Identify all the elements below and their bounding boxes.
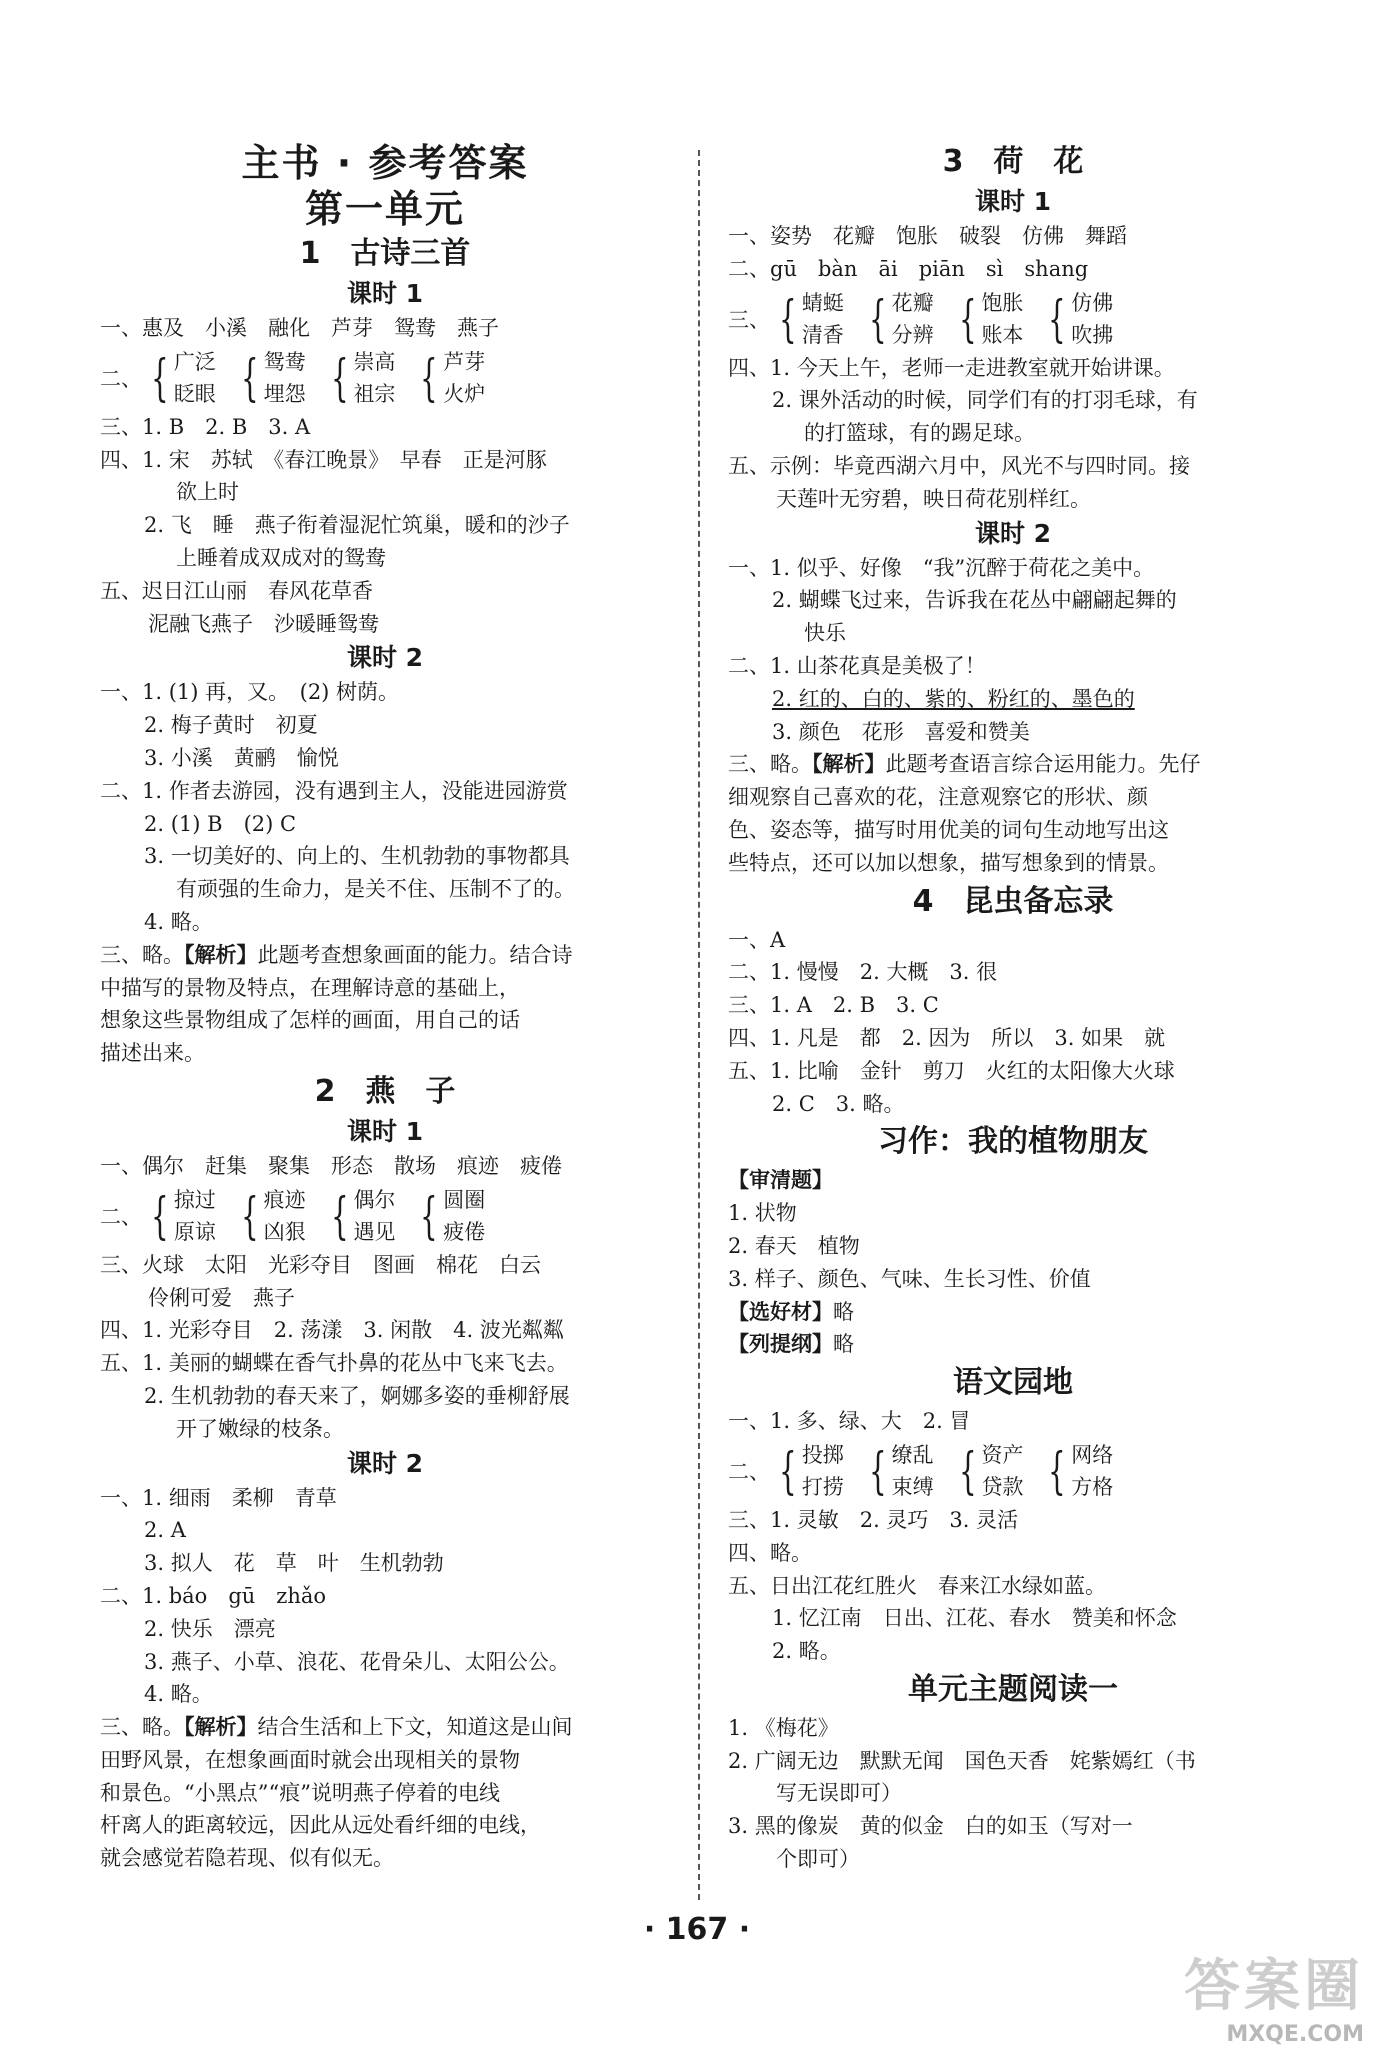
answer-line: 2. 蝴蝶飞过来，告诉我在花丛中翩翩起舞的 xyxy=(772,588,1177,613)
brace-icon: { xyxy=(240,1186,259,1245)
answer-line: 个即可） xyxy=(776,1847,860,1872)
watermark-logo: 答案圈 xyxy=(1184,1954,1364,2019)
answer-line: 快乐 xyxy=(804,621,846,646)
brace-answer-group xyxy=(100,345,670,411)
analysis-line: 细观察自己喜欢的花，注意观察它的形状、颜 xyxy=(728,785,1148,810)
word: 清香 xyxy=(801,322,844,347)
watermark xyxy=(1184,1942,1364,2047)
word-pair xyxy=(324,1184,396,1248)
answer-line: 二、1. 慢慢 2. 大概 3. 很 xyxy=(728,960,998,985)
word-pair xyxy=(772,1439,844,1503)
word: 崇高 xyxy=(353,349,396,374)
answer-line: 一、1. 多、绿、大 2. 冒 xyxy=(728,1409,971,1434)
answer-line: 三、1. 灵敏 2. 灵巧 3. 灵活 xyxy=(728,1507,1019,1532)
answer-line: 2. A xyxy=(144,1518,186,1543)
brace-icon: { xyxy=(779,289,797,348)
analysis-line xyxy=(100,939,670,972)
lesson-2-period-1: 课时 1 xyxy=(346,1116,424,1146)
chinese-garden-title: 语文园地 xyxy=(953,1365,1073,1401)
answer-line: 有顽强的生命力，是关不住、压制不了的。 xyxy=(176,877,575,902)
word: 火炉 xyxy=(443,381,486,406)
answer-line: 二、1. 作者去游园，没有遇到主人，没能进园游赏 xyxy=(100,778,568,803)
unit-title: 第一单元 xyxy=(304,187,465,231)
lesson-3-period-1: 课时 1 xyxy=(974,187,1052,216)
answer-number: 二、 xyxy=(728,1459,770,1484)
lesson-2-title: 2 燕 子 xyxy=(314,1073,456,1109)
answer-text: 三、略。 xyxy=(100,942,184,967)
right-column xyxy=(728,140,1298,1876)
answer-line: 2. 生机勃勃的春天来了，婀娜多姿的垂柳舒展 xyxy=(144,1383,570,1408)
answer-line: 的打篮球，有的踢足球。 xyxy=(804,421,1035,446)
answer-line: 一、惠及 小溪 融化 芦芽 鸳鸯 燕子 xyxy=(100,316,499,340)
analysis-text: 此题考查想象画面的能力。结合诗 xyxy=(257,942,573,967)
word: 蜻蜓 xyxy=(801,290,844,315)
answer-line: 三、火球 太阳 光彩夺目 图画 棉花 白云 xyxy=(100,1252,541,1277)
answer-line: 1. 状物 xyxy=(728,1201,797,1226)
analysis-line: 杆离人的距离较远，因此从远处看纤细的电线， xyxy=(100,1813,541,1838)
word-pair xyxy=(952,287,1024,351)
answer-number: 二、 xyxy=(100,366,142,391)
word: 遇见 xyxy=(353,1219,396,1244)
answer-line: 2. 课外活动的时候，同学们有的打羽毛球，有 xyxy=(772,388,1198,413)
word-pair xyxy=(144,1184,216,1248)
answer-line: 3. 样子、颜色、气味、生长习性、价值 xyxy=(728,1266,1091,1291)
word: 鸳鸯 xyxy=(263,349,306,374)
analysis-line: 和景色。“小黑点”“痕”说明燕子停着的电线 xyxy=(100,1780,500,1805)
answer-line: 2. 梅子黄时 初夏 xyxy=(144,713,318,738)
word: 仿佛 xyxy=(1071,290,1114,315)
left-column xyxy=(100,140,670,1875)
answer-line: 伶俐可爱 燕子 xyxy=(148,1285,295,1310)
word: 网络 xyxy=(1071,1442,1114,1467)
writing-title: 习作：我的植物朋友 xyxy=(878,1124,1148,1160)
analysis-text: 结合生活和上下文，知道这是山间 xyxy=(257,1715,573,1740)
brace-answer-group xyxy=(728,1438,1298,1504)
word: 掠过 xyxy=(173,1187,216,1212)
lesson-1-period-1: 课时 1 xyxy=(346,279,424,308)
brace-icon: { xyxy=(868,289,887,348)
brace-icon: { xyxy=(868,1441,887,1500)
word: 投掷 xyxy=(801,1442,844,1467)
analysis-line: 色、姿态等，描写时用优美的词句生动地写出这 xyxy=(728,817,1169,842)
answer-line: 3. 燕子、小草、浪花、花骨朵儿、太阳公公。 xyxy=(144,1649,570,1674)
brace-icon: { xyxy=(958,289,977,348)
brace-icon: { xyxy=(151,1186,169,1245)
brace-icon: { xyxy=(240,348,259,407)
answer-line: 2. 红的、白的、紫的、粉红的、墨色的 xyxy=(772,686,1135,711)
word-pair xyxy=(144,346,216,410)
answer-line: 二、1. 山茶花真是美极了！ xyxy=(728,653,986,678)
lesson-3-title: 3 荷 花 xyxy=(942,144,1084,179)
answer-line: 四、1. 光彩夺目 2. 荡漾 3. 闲散 4. 波光粼粼 xyxy=(100,1318,564,1343)
word-pair xyxy=(324,346,396,410)
answer-line: 一、1. (1) 再，又。 (2) 树荫。 xyxy=(100,680,400,705)
answer-line: 3. 黑的像炭 黄的似金 白的如玉（写对一 xyxy=(728,1814,1133,1839)
analysis-tag: 【解析】 xyxy=(184,941,258,967)
lesson-1-title: 1 古诗三首 xyxy=(299,236,471,271)
brace-icon: { xyxy=(330,1186,349,1245)
answer-text: 略 xyxy=(833,1299,854,1324)
answer-line: 一、姿势 花瓣 饱胀 破裂 仿佛 舞蹈 xyxy=(728,224,1127,248)
answer-line: 2. C 3. 略。 xyxy=(772,1091,905,1116)
brace-icon: { xyxy=(1048,1441,1067,1500)
word: 偶尔 xyxy=(353,1187,396,1212)
answer-line: 三、1. B 2. B 3. A xyxy=(100,414,311,439)
answer-line: 3. 一切美好的、向上的、生机勃勃的事物都具 xyxy=(144,844,570,869)
answer-line: 一、1. 细雨 柔柳 青草 xyxy=(100,1485,337,1510)
brace-icon: { xyxy=(420,1186,439,1245)
answer-line: 二、1. báo gū zhǎo xyxy=(100,1583,327,1608)
answer-line: 五、日出江花红胜火 春来江水绿如蓝。 xyxy=(728,1573,1106,1598)
section-tag: 【选好材】 xyxy=(728,1298,833,1324)
word: 贷款 xyxy=(981,1474,1024,1499)
brace-icon: { xyxy=(958,1441,977,1500)
word: 凶狠 xyxy=(263,1219,306,1244)
brace-answer-group xyxy=(100,1183,670,1249)
word: 芦芽 xyxy=(443,349,486,374)
word-pair xyxy=(862,287,934,351)
answer-line xyxy=(728,1328,1298,1361)
brace-icon: { xyxy=(779,1441,797,1500)
answer-line: 四、1. 今天上午，老师一走进教室就开始讲课。 xyxy=(728,355,1175,380)
word-pair xyxy=(413,1184,485,1248)
word-pair xyxy=(1041,287,1113,351)
answer-line: 一、A xyxy=(728,927,786,952)
brace-icon: { xyxy=(1048,289,1067,348)
answer-line: 开了嫩绿的枝条。 xyxy=(176,1416,344,1441)
answer-line: 四、1. 宋 苏轼 《春江晚景》 早春 正是河豚 xyxy=(100,447,547,472)
word: 眨眼 xyxy=(173,381,216,406)
word: 埋怨 xyxy=(263,381,306,406)
page-number: · 167 · xyxy=(643,1912,751,1947)
word-pair xyxy=(234,346,306,410)
answer-line: 天莲叶无穷碧，映日荷花别样红。 xyxy=(776,486,1091,511)
analysis-line: 些特点，还可以加以想象，描写想象到的情景。 xyxy=(728,850,1169,875)
answer-line: 一、1. 似乎、好像 “我”沉醉于荷花之美中。 xyxy=(728,555,1155,580)
word-pair xyxy=(772,287,844,351)
answer-line: 2. 春天 植物 xyxy=(728,1233,860,1258)
page-title: 主书 · 参考答案 xyxy=(241,141,529,185)
answer-line: 2. 广阔无边 默默无闻 国色天香 姹紫嫣红（书 xyxy=(728,1748,1196,1773)
answer-line: 1. 《梅花》 xyxy=(728,1715,839,1740)
answer-line: 3. 颜色 花形 喜爱和赞美 xyxy=(772,719,1030,744)
column-divider xyxy=(698,150,700,1900)
lesson-3-period-2: 课时 2 xyxy=(974,518,1052,548)
answer-line: 2. 快乐 漂亮 xyxy=(144,1616,276,1641)
brace-icon: { xyxy=(330,348,349,407)
word: 束缚 xyxy=(891,1474,934,1499)
word-pair xyxy=(952,1439,1024,1503)
analysis-tag: 【解析】 xyxy=(812,751,886,777)
section-tag: 【审清题】 xyxy=(728,1167,833,1193)
answer-line: 一、偶尔 赶集 聚集 形态 散场 痕迹 疲倦 xyxy=(100,1153,562,1178)
answer-line: 3. 拟人 花 草 叶 生机勃勃 xyxy=(144,1551,444,1576)
word: 打捞 xyxy=(801,1474,844,1499)
answer-line: 4. 略。 xyxy=(144,1682,213,1707)
unit-reading-title: 单元主题阅读一 xyxy=(908,1671,1118,1707)
answer-line: 写无误即可） xyxy=(776,1781,902,1806)
answer-text: 三、略。 xyxy=(100,1715,184,1740)
word-pair xyxy=(234,1184,306,1248)
word: 圆圈 xyxy=(443,1187,486,1212)
answer-line: 四、1. 凡是 都 2. 因为 所以 3. 如果 就 xyxy=(728,1025,1166,1050)
answer-line: 2. 略。 xyxy=(772,1639,841,1664)
analysis-line xyxy=(100,1711,670,1744)
answer-line: 3. 小溪 黄鹂 愉悦 xyxy=(144,745,339,770)
word: 缭乱 xyxy=(891,1442,934,1467)
lesson-1-period-2: 课时 2 xyxy=(346,643,424,673)
answer-line: 2. (1) B (2) C xyxy=(144,811,297,836)
answer-line: 五、迟日江山丽 春风花草香 xyxy=(100,578,373,603)
word: 疲倦 xyxy=(443,1219,486,1244)
word: 原谅 xyxy=(173,1219,216,1244)
answer-line: 2. 飞 睡 燕子衔着湿泥忙筑巢，暖和的沙子 xyxy=(144,513,570,538)
answer-number: 二、 xyxy=(100,1204,142,1229)
lesson-4-title: 4 昆虫备忘录 xyxy=(912,883,1114,919)
word: 吹拂 xyxy=(1071,322,1114,347)
word: 祖宗 xyxy=(353,381,396,406)
section-tag: 【列提纲】 xyxy=(728,1331,833,1357)
answer-line: 上睡着成双成对的鸳鸯 xyxy=(176,545,386,570)
brace-icon: { xyxy=(420,348,439,407)
answer-line: 4. 略。 xyxy=(144,909,213,934)
word: 花瓣 xyxy=(891,290,934,315)
word: 资产 xyxy=(981,1442,1024,1467)
answer-text: 略 xyxy=(833,1332,854,1357)
answer-line: 五、1. 美丽的蝴蝶在香气扑鼻的花丛中飞来飞去。 xyxy=(100,1351,568,1376)
analysis-line: 描述出来。 xyxy=(100,1041,205,1066)
word: 账本 xyxy=(981,322,1024,347)
answer-number: 三、 xyxy=(728,307,770,332)
analysis-tag: 【解析】 xyxy=(184,1714,258,1740)
word-pair xyxy=(413,346,485,410)
word-pair xyxy=(1041,1439,1113,1503)
analysis-line: 就会感觉若隐若现、似有似无。 xyxy=(100,1846,394,1871)
answer-line: 欲上时 xyxy=(176,480,239,505)
analysis-line: 想象这些景物组成了怎样的画面，用自己的话 xyxy=(100,1008,520,1033)
answer-line: 1. 忆江南 日出、江花、春水 赞美和怀念 xyxy=(772,1606,1177,1631)
answer-line: 四、略。 xyxy=(728,1540,812,1565)
watermark-url: MXQE.COM xyxy=(1226,2022,1364,2047)
word-pair xyxy=(862,1439,934,1503)
answer-text: 三、略。 xyxy=(728,752,812,777)
answer-line: 五、示例：毕竟西湖六月中，风光不与四时同。接 xyxy=(728,453,1190,478)
analysis-line: 田野风景，在想象画面时就会出现相关的景物 xyxy=(100,1747,520,1772)
analysis-line xyxy=(728,748,1298,781)
answer-line: 泥融飞燕子 沙暖睡鸳鸯 xyxy=(148,611,379,636)
lesson-2-period-2: 课时 2 xyxy=(346,1448,424,1478)
brace-icon: { xyxy=(151,348,169,407)
word: 分辨 xyxy=(891,322,934,347)
brace-answer-group xyxy=(728,286,1298,352)
word: 广泛 xyxy=(173,349,216,374)
analysis-line: 中描写的景物及特点，在理解诗意的基础上， xyxy=(100,975,520,1000)
analysis-text: 此题考查语言综合运用能力。先仔 xyxy=(885,752,1201,777)
answer-line: 三、1. A 2. B 3. C xyxy=(728,993,939,1018)
word: 方格 xyxy=(1071,1474,1114,1499)
answer-line: 二、gū bàn āi piān sì shang xyxy=(728,256,1089,281)
word: 饱胀 xyxy=(981,290,1024,315)
answer-line xyxy=(728,1296,1298,1329)
word: 痕迹 xyxy=(263,1187,306,1212)
answer-line: 五、1. 比喻 金针 剪刀 火红的太阳像大火球 xyxy=(728,1058,1175,1083)
